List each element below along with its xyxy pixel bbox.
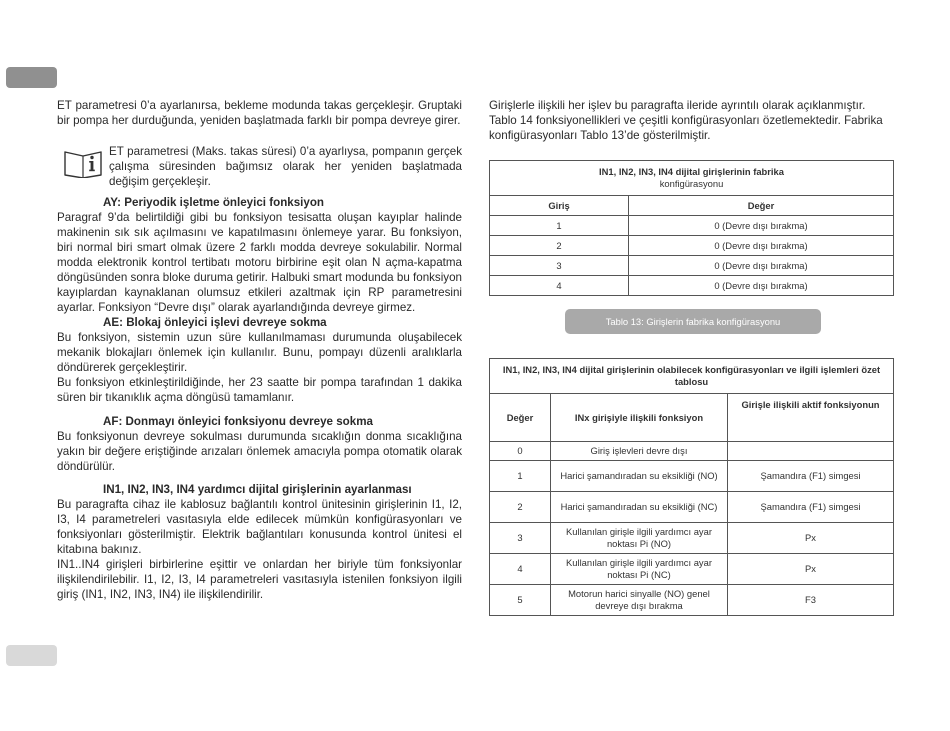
table-14-col-icon: Girişle ilişkili aktif fonksiyonun	[728, 394, 894, 442]
table-13-col-input: Giriş	[490, 196, 629, 216]
table-row	[490, 585, 894, 616]
table-row	[490, 554, 894, 585]
et-intro-paragraph: ET parametresi 0’a ayarlanırsa, bekleme modunda takas gerçekleşir. Gruptaki bir pompa her durduğunda, yeniden başlatmada farklı bir pompa devreye girer.	[57, 99, 462, 127]
table-14-value: 1	[490, 461, 551, 492]
table-14-value: 5	[490, 585, 551, 616]
table-14-col-value: Değer	[490, 394, 551, 442]
table-13-input: 4	[490, 276, 629, 296]
table-14-value: 0	[490, 442, 551, 461]
table-13-input: 3	[490, 256, 629, 276]
table-14-function: Kullanılan girişle ilgili yardımcı ayar noktası Pi (NC)	[551, 554, 728, 585]
table-row	[490, 236, 894, 256]
ae-paragraph-2: Bu fonksiyon etkinleştirildiğinde, her 23 saatte bir pompa tarafından 1 dakika süren bir tıkanıklık açma döngüsü tamamlanır.	[57, 376, 462, 404]
af-heading: AF: Donmayı önleyici fonksiyonu devreye sokma	[103, 415, 373, 428]
table-13-value: 0 (Devre dışı bırakma)	[629, 216, 894, 236]
table-14-function: Motorun harici sinyalle (NO) genel devreye dışı bırakma	[551, 585, 728, 616]
table-14-function: Harici şamandıradan su eksikliği (NC)	[551, 492, 728, 523]
table-14-icon	[728, 442, 894, 461]
ae-paragraph-1: Bu fonksiyon, sistemin uzun süre kullanılmaması durumunda oluşabilecek mekanik blokajları önlemek için kullanılır. Bunu, pompayı düzenli aralıklarla döndürerek gerçekleştirir.	[57, 331, 462, 374]
table-14-icon: Px	[728, 523, 894, 554]
right-column	[489, 98, 894, 616]
table-14-value: 3	[490, 523, 551, 554]
table-13-value: 0 (Devre dışı bırakma)	[629, 276, 894, 296]
table-14-title: IN1, IN2, IN3, IN4 dijital girişlerinin olabilecek konfigürasyonları ve ilgili işlemleri özet tablosu	[490, 359, 894, 394]
table-13-value: 0 (Devre dışı bırakma)	[629, 256, 894, 276]
page-number-tab	[6, 645, 57, 666]
table-13-subtitle: konfigürasyonu	[659, 178, 724, 189]
inputs-paragraph-1: Bu paragrafta cihaz ile kablosuz bağlantılı kontrol ünitesinin girişlerinin I1, I2, I3, I4 parametreleri vasıtasıyla elde edilecek mümkün konfigürasyonları ve fonksiyonları gösterilmiştir. Elektrik bağlantıları konusunda kontrol ünitesi el kitabına bakınız.	[57, 498, 462, 556]
table-14-icon: F3	[728, 585, 894, 616]
left-column	[57, 98, 462, 602]
table-row	[490, 276, 894, 296]
table-row	[490, 256, 894, 276]
table-14-col-function: INx girişiyle ilişkili fonksiyon	[551, 394, 728, 442]
table-14-value: 2	[490, 492, 551, 523]
table-14-icon: Şamandıra (F1) simgesi	[728, 461, 894, 492]
page-tab-marker	[6, 67, 57, 88]
table-row	[490, 216, 894, 236]
table-14-value: 4	[490, 554, 551, 585]
table-14-function: Harici şamandıradan su eksikliği (NO)	[551, 461, 728, 492]
table-13-title-cell	[490, 161, 894, 196]
right-intro-paragraph: Girişlerle ilişkili her işlev bu paragrafta ileride ayrıntılı olarak açıklanmıştır. Tablo 14 fonksiyonellikleri ve çeşitli konfigürasyonları özetlemektedir. Fabrika konfigürasyonları Tablo 13’de gösterilmiştir.	[489, 99, 883, 142]
note-text: ET parametresi (Maks. takas süresi) 0’a ayarlıysa, pompanın gerçek çalışma süresinden bağımsız olarak her yeniden başlatmada değişim gerçekleşir.	[109, 145, 462, 188]
table-13-input: 2	[490, 236, 629, 256]
table-14-function: Kullanılan girişle ilgili yardımcı ayar noktası Pi (NO)	[551, 523, 728, 554]
table-14-icon: Şamandıra (F1) simgesi	[728, 492, 894, 523]
info-note	[57, 144, 462, 189]
table-14-function: Giriş işlevleri devre dışı	[551, 442, 728, 461]
table-13	[489, 160, 894, 296]
inputs-heading: IN1, IN2, IN3, IN4 yardımcı dijital girişlerinin ayarlanması	[103, 483, 412, 496]
table-14-icon: Px	[728, 554, 894, 585]
ae-heading: AE: Blokaj önleyici işlevi devreye sokma	[103, 316, 327, 329]
table-13-title: IN1, IN2, IN3, IN4 dijital girişlerinin fabrika	[599, 166, 784, 177]
ay-paragraph: Paragraf 9’da belirtildiği gibi bu fonksiyon tesisatta oluşan kayıplar halinde makinenin sık sık açılmasını ve kapatılmasını önlemeye yarar. Bu fonksiyon, biri normal biri smart olmak üzere 2 farklı modda devreye sokulabilir. Normal modda elektronik kontrol tertibatı motoru birbirine eşit olan N açma-kapatma döngüsünden sonra bloke duruma getirir. Halbuki smart modunda bu fonksiyon kayıplardan kaynaklanan olumsuz etkileri azaltmak için RP parametresini ayarlar. Fonksiyon “Devre dışı” olarak ayarlandığında devreye girmez.	[57, 211, 462, 314]
table-row	[490, 492, 894, 523]
table-row	[490, 461, 894, 492]
info-book-icon	[63, 148, 103, 178]
inputs-paragraph-2: IN1..IN4 girişleri birbirlerine eşittir ve onlardan her biriyle tüm fonksiyonlar ilişkilendirilebilir. I1, I2, I3, I4 parametreleri vasıtasıyla istenilen fonksiyon ilgili giriş (IN1, IN2, IN3, IN4) ile ilişkilendirilir.	[57, 558, 462, 601]
table-row	[490, 442, 894, 461]
af-paragraph: Bu fonksiyonun devreye sokulması durumunda sıcaklığın donma sıcaklığına yakın bir değere eriştiğinde arızaları önlemek amacıyla pompa otomatik olarak döndürülür.	[57, 430, 462, 473]
ay-heading: AY: Periyodik işletme önleyici fonksiyon	[103, 196, 324, 209]
table-13-input: 1	[490, 216, 629, 236]
table-13-caption: Tablo 13: Girişlerin fabrika konfigürasyonu	[565, 309, 821, 334]
table-14	[489, 358, 894, 616]
table-13-value: 0 (Devre dışı bırakma)	[629, 236, 894, 256]
table-13-col-value: Değer	[629, 196, 894, 216]
table-row	[490, 523, 894, 554]
